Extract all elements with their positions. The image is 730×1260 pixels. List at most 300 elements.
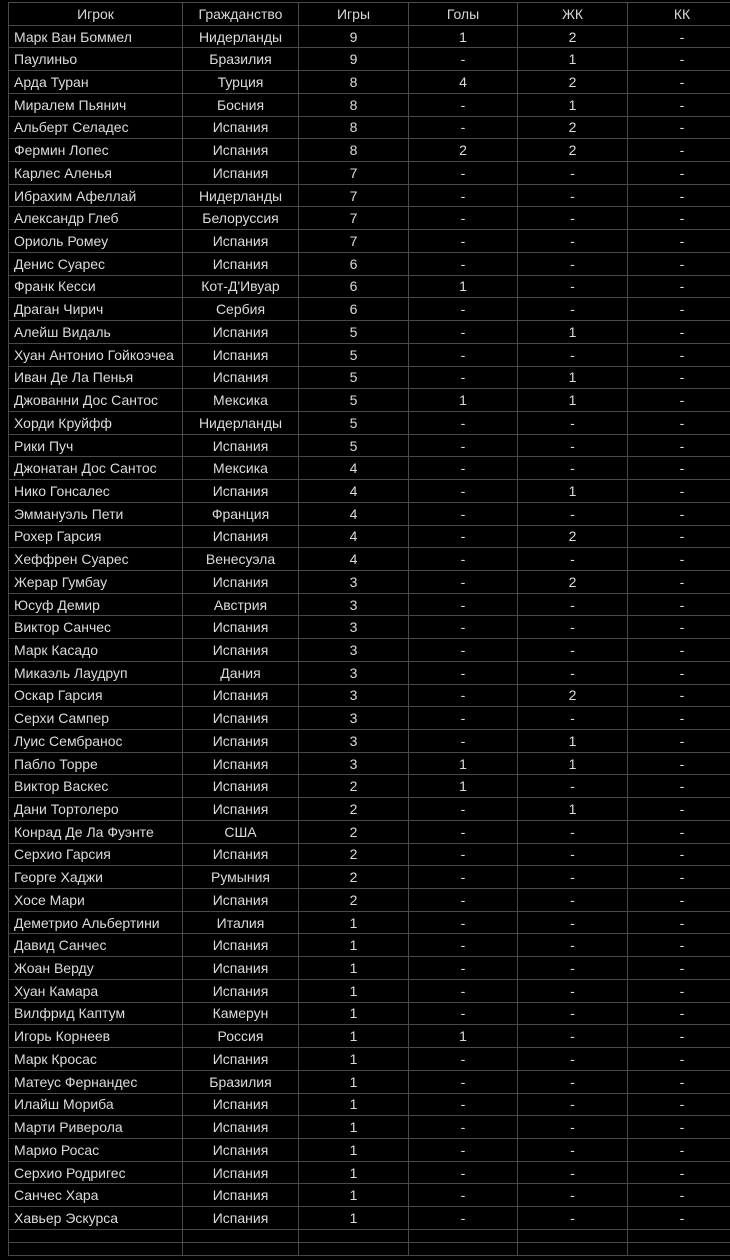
red-cards-cell: - — [628, 25, 730, 48]
games-cell: 2 — [299, 820, 409, 843]
goals-cell: 1 — [409, 752, 518, 775]
games-cell: 3 — [299, 570, 409, 593]
games-cell: 9 — [299, 48, 409, 71]
yellow-cards-cell: - — [518, 1002, 628, 1025]
red-cards-cell: - — [628, 275, 730, 298]
citizenship-cell: Испания — [183, 979, 299, 1002]
games-cell: 4 — [299, 480, 409, 503]
player-name-cell: Игорь Корнеев — [9, 1025, 183, 1048]
games-cell: 4 — [299, 525, 409, 548]
citizenship-cell: Испания — [183, 525, 299, 548]
table-row — [9, 707, 730, 730]
citizenship-cell: Франция — [183, 502, 299, 525]
red-cards-cell: - — [628, 48, 730, 71]
citizenship-cell: Нидерланды — [183, 184, 299, 207]
citizenship-cell: Австрия — [183, 593, 299, 616]
table-row — [9, 934, 730, 957]
table-row — [9, 343, 730, 366]
player-name-cell: Рики Пуч — [9, 434, 183, 457]
yellow-cards-cell: 1 — [518, 48, 628, 71]
games-cell: 9 — [299, 25, 409, 48]
goals-cell: 1 — [409, 1025, 518, 1048]
goals-cell: - — [409, 707, 518, 730]
table-row — [9, 1138, 730, 1161]
red-cards-cell: - — [628, 979, 730, 1002]
table-row — [9, 1002, 730, 1025]
table-row — [9, 798, 730, 821]
citizenship-cell: Испания — [183, 1161, 299, 1184]
table-row — [9, 298, 730, 321]
goals-cell: - — [409, 820, 518, 843]
goals-cell: 1 — [409, 389, 518, 412]
red-cards-cell: - — [628, 684, 730, 707]
games-cell: 7 — [299, 162, 409, 185]
empty-cell — [409, 1242, 518, 1255]
games-cell: 8 — [299, 71, 409, 94]
yellow-cards-cell: - — [518, 207, 628, 230]
goals-cell: - — [409, 162, 518, 185]
yellow-cards-cell: - — [518, 1116, 628, 1139]
player-name-cell: Хорди Круйфф — [9, 411, 183, 434]
player-name-cell: Серхи Сампер — [9, 707, 183, 730]
red-cards-cell: - — [628, 1184, 730, 1207]
games-cell: 4 — [299, 502, 409, 525]
header-row — [9, 3, 730, 26]
empty-cell — [518, 1242, 628, 1255]
player-name-cell: Хосе Мари — [9, 889, 183, 912]
yellow-cards-cell: 1 — [518, 752, 628, 775]
player-name-cell: Марк Кросас — [9, 1048, 183, 1071]
goals-cell: - — [409, 411, 518, 434]
yellow-cards-cell: - — [518, 548, 628, 571]
yellow-cards-cell: - — [518, 184, 628, 207]
red-cards-cell: - — [628, 343, 730, 366]
red-cards-cell: - — [628, 389, 730, 412]
yellow-cards-cell: - — [518, 661, 628, 684]
player-name-cell: Франк Кесси — [9, 275, 183, 298]
red-cards-cell: - — [628, 616, 730, 639]
player-name-cell: Алейш Видаль — [9, 321, 183, 344]
citizenship-cell: Испания — [183, 1184, 299, 1207]
red-cards-cell: - — [628, 411, 730, 434]
citizenship-cell: Белоруссия — [183, 207, 299, 230]
red-cards-cell: - — [628, 593, 730, 616]
yellow-cards-cell: - — [518, 1184, 628, 1207]
citizenship-cell: Испания — [183, 480, 299, 503]
red-cards-cell: - — [628, 639, 730, 662]
yellow-cards-cell: - — [518, 252, 628, 275]
citizenship-cell: Камерун — [183, 1002, 299, 1025]
header-player: Игрок — [9, 3, 183, 26]
goals-cell: 1 — [409, 275, 518, 298]
table-row — [9, 480, 730, 503]
table-row — [9, 1048, 730, 1071]
citizenship-cell: Испания — [183, 343, 299, 366]
header-red-cards: КК — [628, 3, 730, 26]
citizenship-cell: Мексика — [183, 457, 299, 480]
games-cell: 8 — [299, 93, 409, 116]
games-cell: 6 — [299, 252, 409, 275]
yellow-cards-cell: - — [518, 411, 628, 434]
player-name-cell: Паулиньо — [9, 48, 183, 71]
red-cards-cell: - — [628, 548, 730, 571]
player-name-cell: Марти Риверола — [9, 1116, 183, 1139]
games-cell: 1 — [299, 1184, 409, 1207]
table-row — [9, 502, 730, 525]
yellow-cards-cell: - — [518, 979, 628, 1002]
player-name-cell: Санчес Хара — [9, 1184, 183, 1207]
games-cell: 5 — [299, 366, 409, 389]
citizenship-cell: Испания — [183, 1207, 299, 1230]
yellow-cards-cell: - — [518, 639, 628, 662]
table-row — [9, 730, 730, 753]
table-row — [9, 184, 730, 207]
citizenship-cell: Босния — [183, 93, 299, 116]
table-row — [9, 525, 730, 548]
goals-cell: - — [409, 252, 518, 275]
player-name-cell: Хуан Антонио Гойкоэчеа — [9, 343, 183, 366]
goals-cell: - — [409, 639, 518, 662]
header-citizenship: Гражданство — [183, 3, 299, 26]
goals-cell: - — [409, 1070, 518, 1093]
table-row — [9, 1207, 730, 1230]
games-cell: 1 — [299, 934, 409, 957]
citizenship-cell: Мексика — [183, 389, 299, 412]
players-table — [8, 2, 730, 1256]
table-row — [9, 1161, 730, 1184]
goals-cell: - — [409, 1116, 518, 1139]
yellow-cards-cell: - — [518, 1207, 628, 1230]
player-name-cell: Пабло Торре — [9, 752, 183, 775]
citizenship-cell: Дания — [183, 661, 299, 684]
table-row — [9, 434, 730, 457]
player-name-cell: Оскар Гарсия — [9, 684, 183, 707]
red-cards-cell: - — [628, 502, 730, 525]
red-cards-cell: - — [628, 139, 730, 162]
table-row — [9, 1184, 730, 1207]
player-name-cell: Хеффрен Суарес — [9, 548, 183, 571]
header-yellow-cards: ЖК — [518, 3, 628, 26]
player-name-cell: Микаэль Лаудруп — [9, 661, 183, 684]
yellow-cards-cell: 1 — [518, 366, 628, 389]
player-name-cell: Драган Чирич — [9, 298, 183, 321]
yellow-cards-cell: - — [518, 616, 628, 639]
empty-row — [9, 1229, 730, 1242]
table-row — [9, 843, 730, 866]
yellow-cards-cell: 1 — [518, 798, 628, 821]
table-row — [9, 162, 730, 185]
citizenship-cell: Испания — [183, 798, 299, 821]
player-name-cell: Юсуф Демир — [9, 593, 183, 616]
table-row — [9, 775, 730, 798]
empty-cell — [9, 1242, 183, 1255]
empty-cell — [299, 1229, 409, 1242]
games-cell: 3 — [299, 684, 409, 707]
citizenship-cell: Испания — [183, 616, 299, 639]
red-cards-cell: - — [628, 911, 730, 934]
goals-cell: - — [409, 1093, 518, 1116]
table-row — [9, 366, 730, 389]
player-name-cell: Марио Росас — [9, 1138, 183, 1161]
player-name-cell: Фермин Лопес — [9, 139, 183, 162]
red-cards-cell: - — [628, 1025, 730, 1048]
red-cards-cell: - — [628, 889, 730, 912]
citizenship-cell: Венесуэла — [183, 548, 299, 571]
games-cell: 3 — [299, 661, 409, 684]
yellow-cards-cell: 1 — [518, 480, 628, 503]
player-name-cell: Нико Гонсалес — [9, 480, 183, 503]
player-name-cell: Марк Ван Боммел — [9, 25, 183, 48]
goals-cell: - — [409, 730, 518, 753]
citizenship-cell: Нидерланды — [183, 25, 299, 48]
player-name-cell: Александр Глеб — [9, 207, 183, 230]
red-cards-cell: - — [628, 1093, 730, 1116]
red-cards-cell: - — [628, 1207, 730, 1230]
games-cell: 1 — [299, 1116, 409, 1139]
player-name-cell: Джованни Дос Сантос — [9, 389, 183, 412]
games-cell: 8 — [299, 116, 409, 139]
player-name-cell: Хуан Камара — [9, 979, 183, 1002]
red-cards-cell: - — [628, 434, 730, 457]
red-cards-cell: - — [628, 570, 730, 593]
table-row — [9, 661, 730, 684]
red-cards-cell: - — [628, 321, 730, 344]
empty-cell — [518, 1229, 628, 1242]
games-cell: 8 — [299, 139, 409, 162]
table-row — [9, 1116, 730, 1139]
table-row — [9, 116, 730, 139]
games-cell: 3 — [299, 616, 409, 639]
goals-cell: - — [409, 1002, 518, 1025]
red-cards-cell: - — [628, 1161, 730, 1184]
citizenship-cell: Испания — [183, 1048, 299, 1071]
red-cards-cell: - — [628, 843, 730, 866]
table-row — [9, 230, 730, 253]
games-cell: 3 — [299, 639, 409, 662]
yellow-cards-cell: - — [518, 502, 628, 525]
red-cards-cell: - — [628, 934, 730, 957]
red-cards-cell: - — [628, 525, 730, 548]
yellow-cards-cell: - — [518, 934, 628, 957]
goals-cell: - — [409, 230, 518, 253]
player-name-cell: Карлес Аленья — [9, 162, 183, 185]
games-cell: 1 — [299, 1093, 409, 1116]
player-name-cell: Ориоль Ромеу — [9, 230, 183, 253]
games-cell: 6 — [299, 298, 409, 321]
table-row — [9, 1025, 730, 1048]
goals-cell: - — [409, 321, 518, 344]
yellow-cards-cell: 2 — [518, 71, 628, 94]
goals-cell: - — [409, 843, 518, 866]
player-name-cell: Денис Суарес — [9, 252, 183, 275]
red-cards-cell: - — [628, 730, 730, 753]
citizenship-cell: Бразилия — [183, 1070, 299, 1093]
table-row — [9, 275, 730, 298]
goals-cell: - — [409, 1161, 518, 1184]
table-row — [9, 957, 730, 980]
player-name-cell: Вилфрид Каптум — [9, 1002, 183, 1025]
citizenship-cell: Испания — [183, 321, 299, 344]
table-row — [9, 411, 730, 434]
games-cell: 6 — [299, 275, 409, 298]
yellow-cards-cell: - — [518, 707, 628, 730]
red-cards-cell: - — [628, 752, 730, 775]
red-cards-cell: - — [628, 1116, 730, 1139]
table-row — [9, 207, 730, 230]
games-cell: 7 — [299, 184, 409, 207]
goals-cell: 4 — [409, 71, 518, 94]
goals-cell: - — [409, 957, 518, 980]
red-cards-cell: - — [628, 957, 730, 980]
goals-cell: - — [409, 866, 518, 889]
table-row — [9, 25, 730, 48]
goals-cell: - — [409, 1138, 518, 1161]
games-cell: 2 — [299, 866, 409, 889]
goals-cell: 2 — [409, 139, 518, 162]
red-cards-cell: - — [628, 457, 730, 480]
citizenship-cell: Испания — [183, 934, 299, 957]
player-name-cell: Рохер Гарсия — [9, 525, 183, 548]
games-cell: 7 — [299, 207, 409, 230]
games-cell: 1 — [299, 979, 409, 1002]
table-row — [9, 389, 730, 412]
yellow-cards-cell: - — [518, 866, 628, 889]
yellow-cards-cell: - — [518, 1093, 628, 1116]
goals-cell: 1 — [409, 775, 518, 798]
citizenship-cell: Испания — [183, 1116, 299, 1139]
games-cell: 4 — [299, 548, 409, 571]
player-name-cell: Жоан Верду — [9, 957, 183, 980]
goals-cell: - — [409, 480, 518, 503]
games-cell: 1 — [299, 1048, 409, 1071]
red-cards-cell: - — [628, 184, 730, 207]
table-row — [9, 820, 730, 843]
citizenship-cell: Испания — [183, 116, 299, 139]
table-row — [9, 139, 730, 162]
yellow-cards-cell: 2 — [518, 684, 628, 707]
yellow-cards-cell: 2 — [518, 570, 628, 593]
empty-cell — [183, 1229, 299, 1242]
player-name-cell: Марк Касадо — [9, 639, 183, 662]
games-cell: 1 — [299, 911, 409, 934]
games-cell: 1 — [299, 1207, 409, 1230]
goals-cell: - — [409, 548, 518, 571]
red-cards-cell: - — [628, 480, 730, 503]
goals-cell: - — [409, 502, 518, 525]
goals-cell: - — [409, 934, 518, 957]
goals-cell: - — [409, 1207, 518, 1230]
table-row — [9, 684, 730, 707]
table-row — [9, 1093, 730, 1116]
yellow-cards-cell: 1 — [518, 93, 628, 116]
goals-cell: - — [409, 979, 518, 1002]
red-cards-cell: - — [628, 207, 730, 230]
goals-cell: - — [409, 911, 518, 934]
red-cards-cell: - — [628, 707, 730, 730]
red-cards-cell: - — [628, 798, 730, 821]
citizenship-cell: Италия — [183, 911, 299, 934]
citizenship-cell: Испания — [183, 230, 299, 253]
goals-cell: - — [409, 116, 518, 139]
table-row — [9, 48, 730, 71]
citizenship-cell: Испания — [183, 843, 299, 866]
table-body — [9, 25, 730, 1255]
red-cards-cell: - — [628, 1138, 730, 1161]
empty-cell — [183, 1242, 299, 1255]
games-cell: 1 — [299, 1070, 409, 1093]
citizenship-cell: Испания — [183, 730, 299, 753]
player-name-cell: Виктор Санчес — [9, 616, 183, 639]
header-games: Игры — [299, 3, 409, 26]
yellow-cards-cell: 2 — [518, 525, 628, 548]
yellow-cards-cell: - — [518, 1138, 628, 1161]
player-name-cell: Георге Хаджи — [9, 866, 183, 889]
table-row — [9, 979, 730, 1002]
games-cell: 2 — [299, 889, 409, 912]
red-cards-cell: - — [628, 1002, 730, 1025]
yellow-cards-cell: 2 — [518, 116, 628, 139]
player-name-cell: Иван Де Ла Пенья — [9, 366, 183, 389]
goals-cell: 1 — [409, 25, 518, 48]
yellow-cards-cell: - — [518, 1161, 628, 1184]
goals-cell: - — [409, 457, 518, 480]
games-cell: 1 — [299, 1138, 409, 1161]
citizenship-cell: Испания — [183, 570, 299, 593]
citizenship-cell: Испания — [183, 162, 299, 185]
citizenship-cell: Испания — [183, 434, 299, 457]
citizenship-cell: Испания — [183, 775, 299, 798]
empty-cell — [628, 1229, 730, 1242]
table-row — [9, 93, 730, 116]
player-name-cell: Дани Тортолеро — [9, 798, 183, 821]
goals-cell: - — [409, 434, 518, 457]
player-name-cell: Жерар Гумбау — [9, 570, 183, 593]
games-cell: 1 — [299, 1002, 409, 1025]
citizenship-cell: Нидерланды — [183, 411, 299, 434]
red-cards-cell: - — [628, 230, 730, 253]
red-cards-cell: - — [628, 1048, 730, 1071]
yellow-cards-cell: - — [518, 843, 628, 866]
citizenship-cell: Испания — [183, 366, 299, 389]
empty-cell — [409, 1229, 518, 1242]
goals-cell: - — [409, 343, 518, 366]
yellow-cards-cell: - — [518, 775, 628, 798]
citizenship-cell: Испания — [183, 684, 299, 707]
yellow-cards-cell: - — [518, 298, 628, 321]
red-cards-cell: - — [628, 866, 730, 889]
citizenship-cell: Испания — [183, 639, 299, 662]
games-cell: 3 — [299, 593, 409, 616]
goals-cell: - — [409, 570, 518, 593]
citizenship-cell: Испания — [183, 139, 299, 162]
empty-row — [9, 1242, 730, 1255]
goals-cell: - — [409, 298, 518, 321]
table-row — [9, 570, 730, 593]
yellow-cards-cell: - — [518, 593, 628, 616]
games-cell: 2 — [299, 775, 409, 798]
player-name-cell: Конрад Де Ла Фуэнте — [9, 820, 183, 843]
yellow-cards-cell: - — [518, 911, 628, 934]
table-row — [9, 866, 730, 889]
citizenship-cell: Кот-Д'Ивуар — [183, 275, 299, 298]
player-name-cell: Матеус Фернандес — [9, 1070, 183, 1093]
table-row — [9, 457, 730, 480]
table-row — [9, 889, 730, 912]
goals-cell: - — [409, 1048, 518, 1071]
yellow-cards-cell: - — [518, 889, 628, 912]
games-cell: 4 — [299, 457, 409, 480]
goals-cell: - — [409, 889, 518, 912]
